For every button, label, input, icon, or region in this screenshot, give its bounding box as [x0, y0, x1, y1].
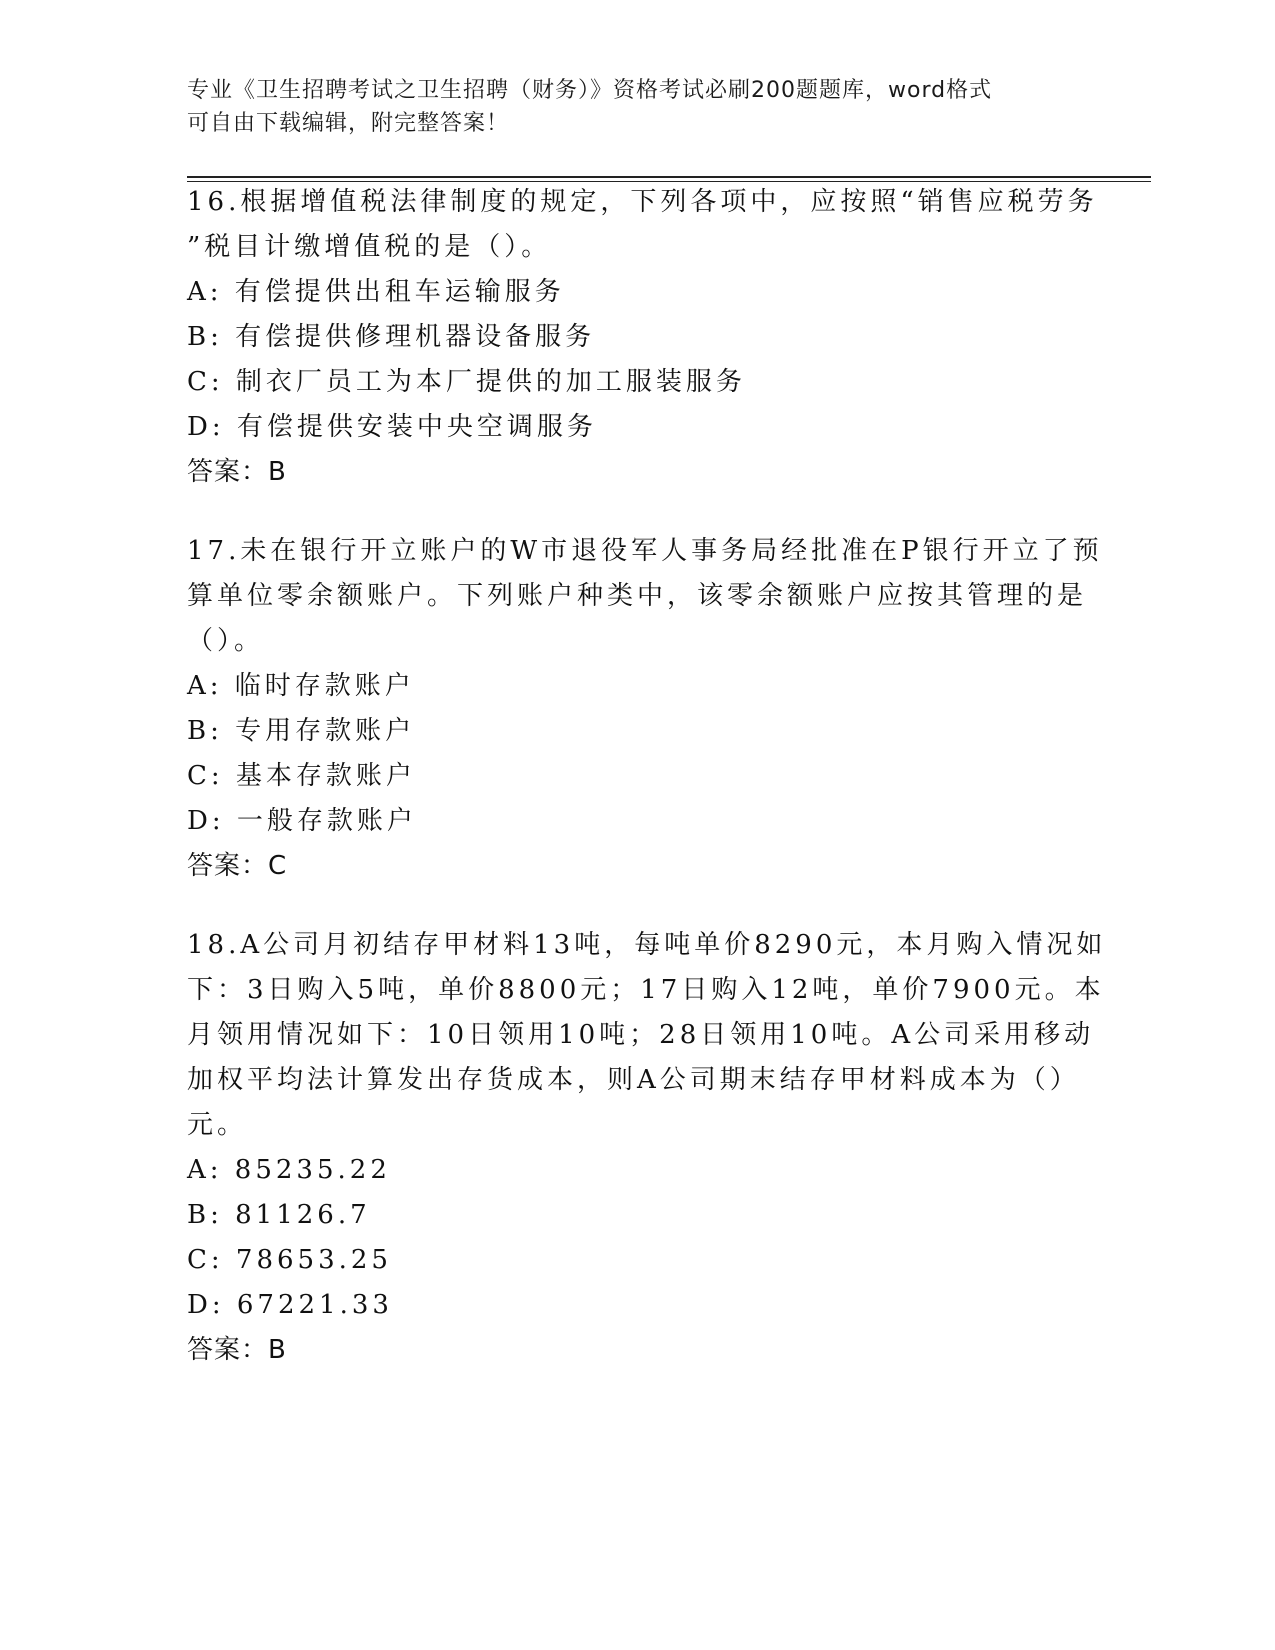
- question-stem-line: 下：3日购入5吨，单价8800元；17日购入12吨，单价7900元。本: [187, 975, 1105, 1005]
- question-stem-line: 17.未在银行开立账户的W市退役军人事务局经批准在P银行开立了预: [187, 536, 1103, 566]
- header-line-1: 专业《卫生招聘考试之卫生招聘（财务）》资格考试必刷200题题库，word格式: [187, 78, 993, 103]
- option-d: D: 有偿提供安装中央空调服务: [187, 412, 597, 442]
- option-d: D: 67221.33: [187, 1290, 393, 1320]
- question-stem-line: 16.根据增值税法律制度的规定，下列各项中，应按照“销售应税劳务: [187, 187, 1098, 217]
- option-b: B: 81126.7: [187, 1200, 371, 1230]
- option-c: C: 78653.25: [187, 1245, 392, 1275]
- answer-label: 答案：B: [187, 1335, 287, 1365]
- option-c: C: 制衣厂员工为本厂提供的加工服装服务: [187, 367, 746, 397]
- question-stem-line: 元。: [187, 1110, 248, 1140]
- question-16: [187, 180, 1098, 495]
- option-a: A: 有偿提供出租车运输服务: [187, 277, 565, 307]
- answer-label: 答案：C: [187, 851, 288, 881]
- option-b: B: 专用存款账户: [187, 716, 416, 746]
- option-a: A: 85235.22: [187, 1155, 391, 1185]
- question-stem-line: 加权平均法计算发出存货成本，则A公司期末结存甲材料成本为（）: [187, 1065, 1080, 1095]
- option-a: A: 临时存款账户: [187, 671, 415, 701]
- question-stem-line: ”税目计缴增值税的是（）。: [187, 232, 552, 262]
- answer-label: 答案：B: [187, 457, 287, 487]
- question-stem-line: 月领用情况如下：10日领用10吨；28日领用10吨。A公司采用移动: [187, 1020, 1095, 1050]
- header-divider-thick: [187, 176, 1151, 178]
- option-b: B: 有偿提供修理机器设备服务: [187, 322, 596, 352]
- header-line-2: 可自由下载编辑，附完整答案！: [187, 111, 510, 136]
- question-17: [187, 529, 1103, 889]
- question-stem-line: 18.A公司月初结存甲材料13吨，每吨单价8290元，本月购入情况如: [187, 930, 1107, 960]
- question-stem-line: （）。: [187, 626, 265, 656]
- question-stem-line: 算单位零余额账户。下列账户种类中，该零余额账户应按其管理的是: [187, 581, 1088, 611]
- option-c: C: 基本存款账户: [187, 761, 416, 791]
- document-header: [187, 74, 1087, 140]
- question-18: [187, 923, 1107, 1373]
- option-d: D: 一般存款账户: [187, 806, 417, 836]
